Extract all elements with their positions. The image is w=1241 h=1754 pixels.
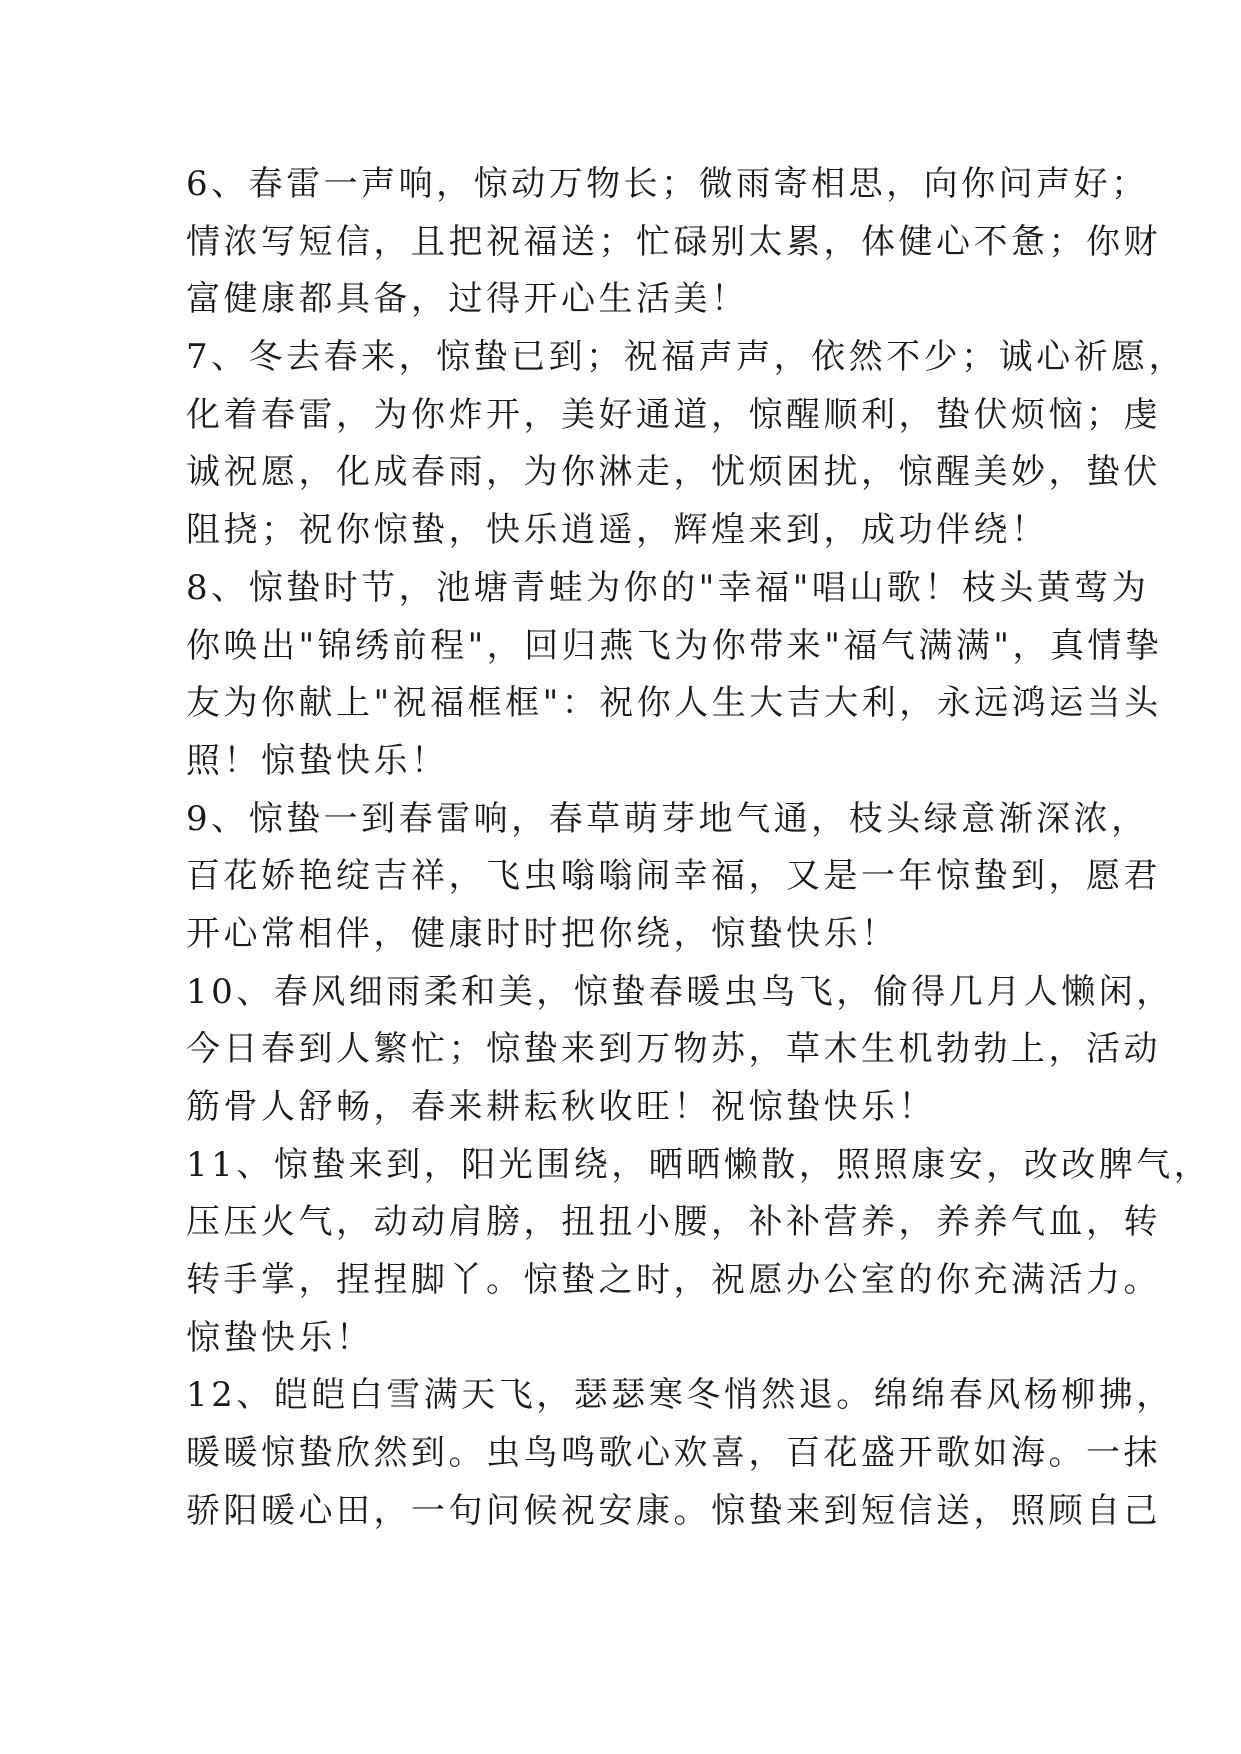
text-line: 10、春风细雨柔和美，惊蛰春暖虫鸟飞，偷得几月人懒闲， <box>186 971 1174 1012</box>
text-line: 阻挠；祝你惊蛰，快乐逍遥，辉煌来到，成功伴绕！ <box>186 510 1049 551</box>
text-line: 12、皑皑白雪满天飞，瑟瑟寒冬悄然退。绵绵春风杨柳拂， <box>186 1375 1174 1416</box>
text-line: 8、惊蛰时节，池塘青蛙为你的"幸福"唱山歌！枝头黄莺为 <box>186 567 1150 608</box>
text-line: 开心常相伴，健康时时把你绕，惊蛰快乐！ <box>186 913 899 954</box>
text-line: 9、惊蛰一到春雷响，春草萌芽地气通，枝头绿意渐深浓， <box>186 798 1149 839</box>
text-line: 富健康都具备，过得开心生活美！ <box>186 279 749 320</box>
text-line: 化着春雷，为你炸开，美好通道，惊醒顺利，蛰伏烦恼；虔 <box>186 394 1161 435</box>
text-line: 7、冬去春来，惊蛰已到；祝福声声，依然不少；诚心祈愿， <box>186 337 1187 378</box>
text-line: 惊蛰快乐！ <box>186 1317 374 1358</box>
text-line: 情浓写短信，且把祝福送；忙碌别太累，体健心不惫；你财 <box>186 221 1161 262</box>
text-line: 友为你献上"祝福框框"：祝你人生大吉大利，永远鸿运当头 <box>186 683 1162 724</box>
text-line: 压压火气，动动肩膀，扭扭小腰，补补营养，养养气血，转 <box>186 1202 1161 1243</box>
text-line: 你唤出"锦绣前程"，回归燕飞为你带来"福气满满"，真情挚 <box>186 625 1163 666</box>
text-line: 今日春到人繁忙；惊蛰来到万物苏，草木生机勃勃上，活动 <box>186 1029 1161 1070</box>
text-line: 暖暖惊蛰欣然到。虫鸟鸣歌心欢喜，百花盛开歌如海。一抹 <box>186 1433 1161 1474</box>
text-line: 11、惊蛰来到，阳光围绕，晒晒懒散，照照康安，改改脾气， <box>186 1144 1212 1185</box>
text-line: 转手掌，捏捏脚丫。惊蛰之时，祝愿办公室的你充满活力。 <box>186 1260 1161 1301</box>
text-line: 骄阳暖心田，一句问候祝安康。惊蛰来到短信送，照顾自己 <box>186 1490 1161 1531</box>
text-line: 百花娇艳绽吉祥，飞虫嗡嗡闹幸福，又是一年惊蛰到，愿君 <box>186 856 1161 897</box>
document-body <box>186 156 1212 1541</box>
text-line: 照！惊蛰快乐！ <box>186 740 449 781</box>
text-line: 6、春雷一声响，惊动万物长；微雨寄相思，向你问声好； <box>186 164 1149 204</box>
text-line: 筋骨人舒畅，春来耕耘秋收旺！祝惊蛰快乐！ <box>186 1087 936 1127</box>
text-line: 诚祝愿，化成春雨，为你淋走，忧烦困扰，惊醒美妙，蛰伏 <box>186 452 1161 493</box>
